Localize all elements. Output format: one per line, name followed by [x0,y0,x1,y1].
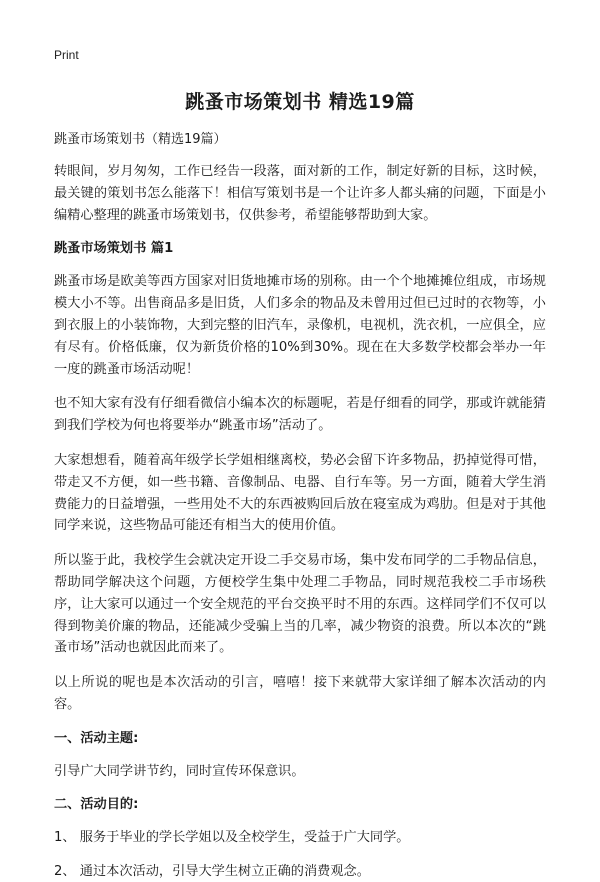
paragraph: 跳蚤市场是欧美等西方国家对旧货地摊市场的别称。由一个个地摊摊位组成，市场规模大小不等。出售商品多是旧货，人们多余的物品及未曾用过但已过时的衣物等，小到衣服上的小装饰物，大到完整的旧汽车，录像机，电视机，洗衣机，一应俱全，应有尽有。价格低廉，仅为新货价格的10%到30%。现在在大多数学校都会举办一年一度的跳蚤市场活动呢！ [54,274,546,377]
intro-paragraph: 转眼间，岁月匆匆，工作已经告一段落，面对新的工作，制定好新的目标，这时候，最关键的策划书怎么能落下！相信写策划书是一个让许多人都头痛的问题，下面是小编精心整理的跳蚤市场策划书，仅供参考，希望能够帮助到大家。 [54,164,546,223]
section-text-theme: 引导广大同学讲节约，同时宣传环保意识。 [54,763,305,779]
list-item: 2、 通过本次活动，引导大学生树立正确的消费观念。 [54,863,370,879]
paragraph: 以上所说的呢也是本次活动的引言，嘻嘻！接下来就带大家详细了解本次活动的内容。 [54,675,546,712]
page-title: 跳蚤市场策划书 精选19篇 [185,91,415,113]
print-link[interactable]: Print [54,48,79,62]
section-heading-theme: 一、活动主题: [54,730,139,746]
paragraph: 大家想想看，随着高年级学长学姐相继离校，势必会留下许多物品，扔掉觉得可惜，带走又不方便，如一些书籍、音像制品、电器、自行车等。另一方面，随着大学生消费能力的日益增强，一些用处不大的东西被购回后放在寝室成为鸡肋。但是对于其他同学来说，这些物品可能还有相当大的使用价值。 [54,452,546,534]
paragraph: 所以鉴于此，我校学生会就决定开设二手交易市场，集中发布同学的二手物品信息，帮助同学解决这个问题，方便校学生集中处理二手物品，同时规范我校二手市场秩序，让大家可以通过一个安全规范的平台交换平时不用的东西。这样同学们不仅可以得到物美价廉的物品，还能减少受骗上当的几率，减少物资的浪费。所以本次的“跳蚤市场”活动也就因此而来了。 [54,553,546,656]
article-heading: 跳蚤市场策划书 篇1 [54,241,174,257]
document-subtitle: 跳蚤市场策划书（精选19篇） [54,132,227,147]
paragraph: 也不知大家有没有仔细看微信小编本次的标题呢，若是仔细看的同学，那或许就能猜到我们学校为何也将要举办“跳蚤市场”活动了。 [54,396,546,434]
list-item: 1、 服务于毕业的学长学姐以及全校学生，受益于广大同学。 [54,829,410,845]
section-heading-purpose: 二、活动目的: [54,796,139,812]
